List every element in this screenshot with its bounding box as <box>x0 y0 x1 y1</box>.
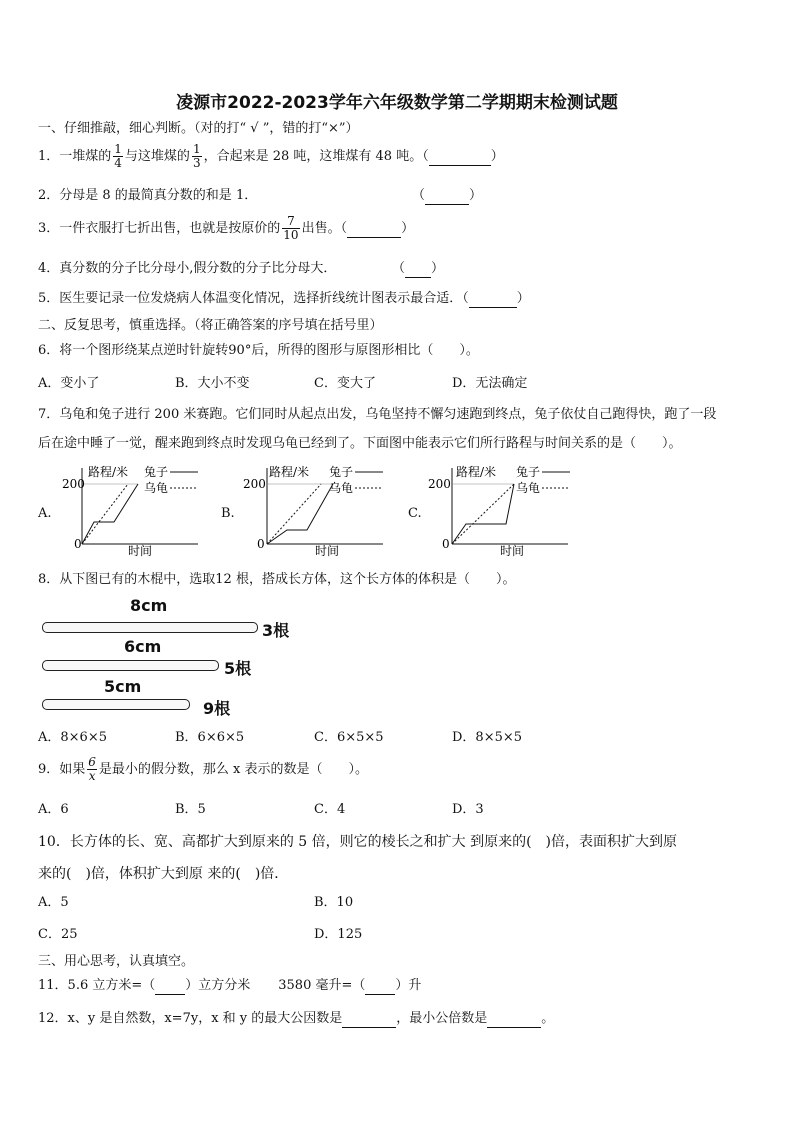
q12-blank-1[interactable] <box>342 1011 396 1028</box>
q3-text-pre: 3．一件衣服打七折出售，也就是按原价的 <box>38 221 281 236</box>
section2-heading: 二、反复思考，慎重选择。（将正确答案的序号填在括号里） <box>38 318 383 333</box>
q2-answer-blank[interactable] <box>425 188 469 205</box>
q3-fraction: $\frac{7}{10}$ <box>283 214 299 242</box>
origin-label: 0 <box>74 537 82 551</box>
question-10-line2: 来的( )倍，体积扩大到原 来的( )倍． <box>38 866 289 882</box>
q1-answer-blank[interactable] <box>429 149 491 166</box>
q11-blank-1[interactable] <box>155 978 185 995</box>
stick-5cm-length: 5cm <box>104 677 142 696</box>
ylabel: 路程/米 <box>269 465 310 479</box>
origin-label: 0 <box>257 537 265 551</box>
legend-rabbit: 兔子 <box>329 465 354 479</box>
xlabel: 时间 <box>128 544 153 558</box>
stick-8cm-length: 8cm <box>130 596 168 615</box>
q4-answer-blank[interactable] <box>405 261 431 278</box>
stick-6cm-length: 6cm <box>124 637 162 656</box>
question-3: 3．一件衣服打七折出售，也就是按原价的 $\frac{7}{10}$ 出售。（ ） <box>38 214 415 242</box>
q9-option-b[interactable]: B．5 <box>175 802 206 817</box>
q1-fraction-1: $\frac{1}{4}$ <box>114 142 122 170</box>
q8-option-a[interactable]: A．8×6×5 <box>38 730 107 745</box>
q6-option-b[interactable]: B．大小不变 <box>175 376 250 391</box>
q9-fraction: $\frac{6}{x}$ <box>88 755 96 783</box>
q8-option-b[interactable]: B．6×6×5 <box>175 730 245 745</box>
turtle-line <box>267 484 321 544</box>
xlabel: 时间 <box>315 544 340 558</box>
q7-graph-a[interactable] <box>58 460 208 560</box>
rabbit-line <box>82 484 138 544</box>
question-7-line2: 后在途中睡了一觉，醒来跑到终点时发现乌龟已经到了。下面图中能表示它们所行路程与时间关系的是（ ）。 <box>38 436 682 451</box>
ymax-label: 200 <box>243 477 266 491</box>
stick-6cm <box>42 660 219 671</box>
question-4: 4．真分数的分子比分母小,假分数的分子比分母大． <box>38 261 337 276</box>
turtle-line <box>452 484 514 544</box>
question-6: 6．将一个图形绕某点逆时针旋转90°后，所得的图形与原图形相比（ ）。 <box>38 343 479 358</box>
q7-option-a[interactable]: A. <box>38 506 52 521</box>
q9-text-pre: 9．如果 <box>38 762 86 777</box>
section1-heading: 一、仔细推敲，细心判断。（对的打“ √ ”，错的打“×”） <box>38 121 359 136</box>
rabbit-line <box>267 484 333 544</box>
section3-heading: 三、用心思考，认真填空。 <box>38 954 195 969</box>
q6-option-a[interactable]: A．变小了 <box>38 376 100 391</box>
q6-option-d[interactable]: D．无法确定 <box>452 376 528 391</box>
question-8: 8．从下图已有的木棍中，选取12 根，搭成长方体，这个长方体的体积是（ ）。 <box>38 572 516 587</box>
q10-option-d[interactable]: D．125 <box>314 927 363 942</box>
question-12: 12．x、y 是自然数，x=7y，x 和 y 的最大公因数是 ，最小公倍数是 。 <box>38 1011 555 1026</box>
q10-option-a[interactable]: A．5 <box>38 895 69 910</box>
legend-rabbit: 兔子 <box>516 465 541 479</box>
stick-8cm <box>42 622 258 633</box>
q5-answer-blank[interactable] <box>469 291 517 308</box>
question-11: 11．5.6 立方米=（ ）立方分米 3580 毫升=（ ）升 <box>38 978 422 993</box>
question-9 <box>38 756 368 783</box>
q7-graph-b[interactable] <box>243 460 393 560</box>
legend-rabbit: 兔子 <box>144 465 169 479</box>
stick-8cm-count: 3根 <box>262 621 290 640</box>
ylabel: 路程/米 <box>456 465 497 479</box>
stick-5cm-count: 9根 <box>203 699 231 718</box>
q10-option-b[interactable]: B．10 <box>314 895 354 910</box>
legend-turtle: 乌龟 <box>144 481 169 495</box>
legend-turtle: 乌龟 <box>329 481 354 495</box>
q7-option-c[interactable]: C. <box>408 506 422 521</box>
stick-6cm-count: 5根 <box>224 659 252 678</box>
q2-answer: （ ） <box>412 188 483 203</box>
q6-option-c[interactable]: C．变大了 <box>314 376 376 391</box>
xlabel: 时间 <box>500 544 525 558</box>
origin-label: 0 <box>442 537 450 551</box>
question-10-line1: 10．长方体的长、宽、高都扩大到原来的 5 倍，则它的棱长之和扩大 到原来的( )倍，表面积扩大到原 <box>38 834 677 850</box>
q7-graph-c[interactable] <box>428 460 578 560</box>
q7-option-b[interactable]: B. <box>221 506 235 521</box>
q9-option-c[interactable]: C．4 <box>314 802 346 817</box>
ymax-label: 200 <box>62 477 85 491</box>
q1-fraction-2: $\frac{1}{3}$ <box>192 142 201 170</box>
ymax-label: 200 <box>428 477 451 491</box>
question-1: 1．一堆煤的 $\frac{1}{4}$ 与这堆煤的 $\frac{1}{3}$ ，合起来是 28 吨，这堆煤有 48 吨。（ ） <box>38 142 504 170</box>
question-7-line1: 7．乌龟和兔子进行 200 米赛跑。它们同时从起点出发，乌龟坚持不懈匀速跑到终点，兔子依仗自己跑得快，跑了一段 <box>38 407 717 422</box>
q9-option-a[interactable]: A．6 <box>38 802 69 817</box>
q1-text-post: ，合起来是 28 吨，这堆煤有 48 吨。（ <box>203 149 429 164</box>
turtle-line <box>82 484 128 544</box>
question-2: 2．分母是 8 的最简真分数的和是 1． <box>38 188 258 203</box>
q10-option-c[interactable]: C．25 <box>38 927 78 942</box>
q1-text-pre: 1．一堆煤的 <box>38 149 112 164</box>
q12-blank-2[interactable] <box>487 1011 541 1028</box>
q9-option-d[interactable]: D．3 <box>452 802 484 817</box>
question-5: 5．医生要记录一位发烧病人体温变化情况，选择折线统计图表示最合适．（ ） <box>38 291 530 306</box>
q9-text-post: 是最小的假分数，那么 x 表示的数是（ ）。 <box>98 762 369 777</box>
stick-5cm <box>42 699 190 710</box>
legend-turtle: 乌龟 <box>516 481 541 495</box>
q8-option-d[interactable]: D．8×5×5 <box>452 730 523 745</box>
q1-text-mid: 与这堆煤的 <box>124 149 190 164</box>
q11-blank-2[interactable] <box>365 978 395 995</box>
q4-answer: （ ） <box>392 261 445 276</box>
q8-option-c[interactable]: C．6×5×5 <box>314 730 384 745</box>
q3-answer-blank[interactable] <box>347 221 401 238</box>
q3-text-post: 出售。（ <box>301 221 348 236</box>
ylabel: 路程/米 <box>88 465 129 479</box>
page-title: 凌源市2022-2023学年六年级数学第二学期期末检测试题 <box>176 93 618 113</box>
